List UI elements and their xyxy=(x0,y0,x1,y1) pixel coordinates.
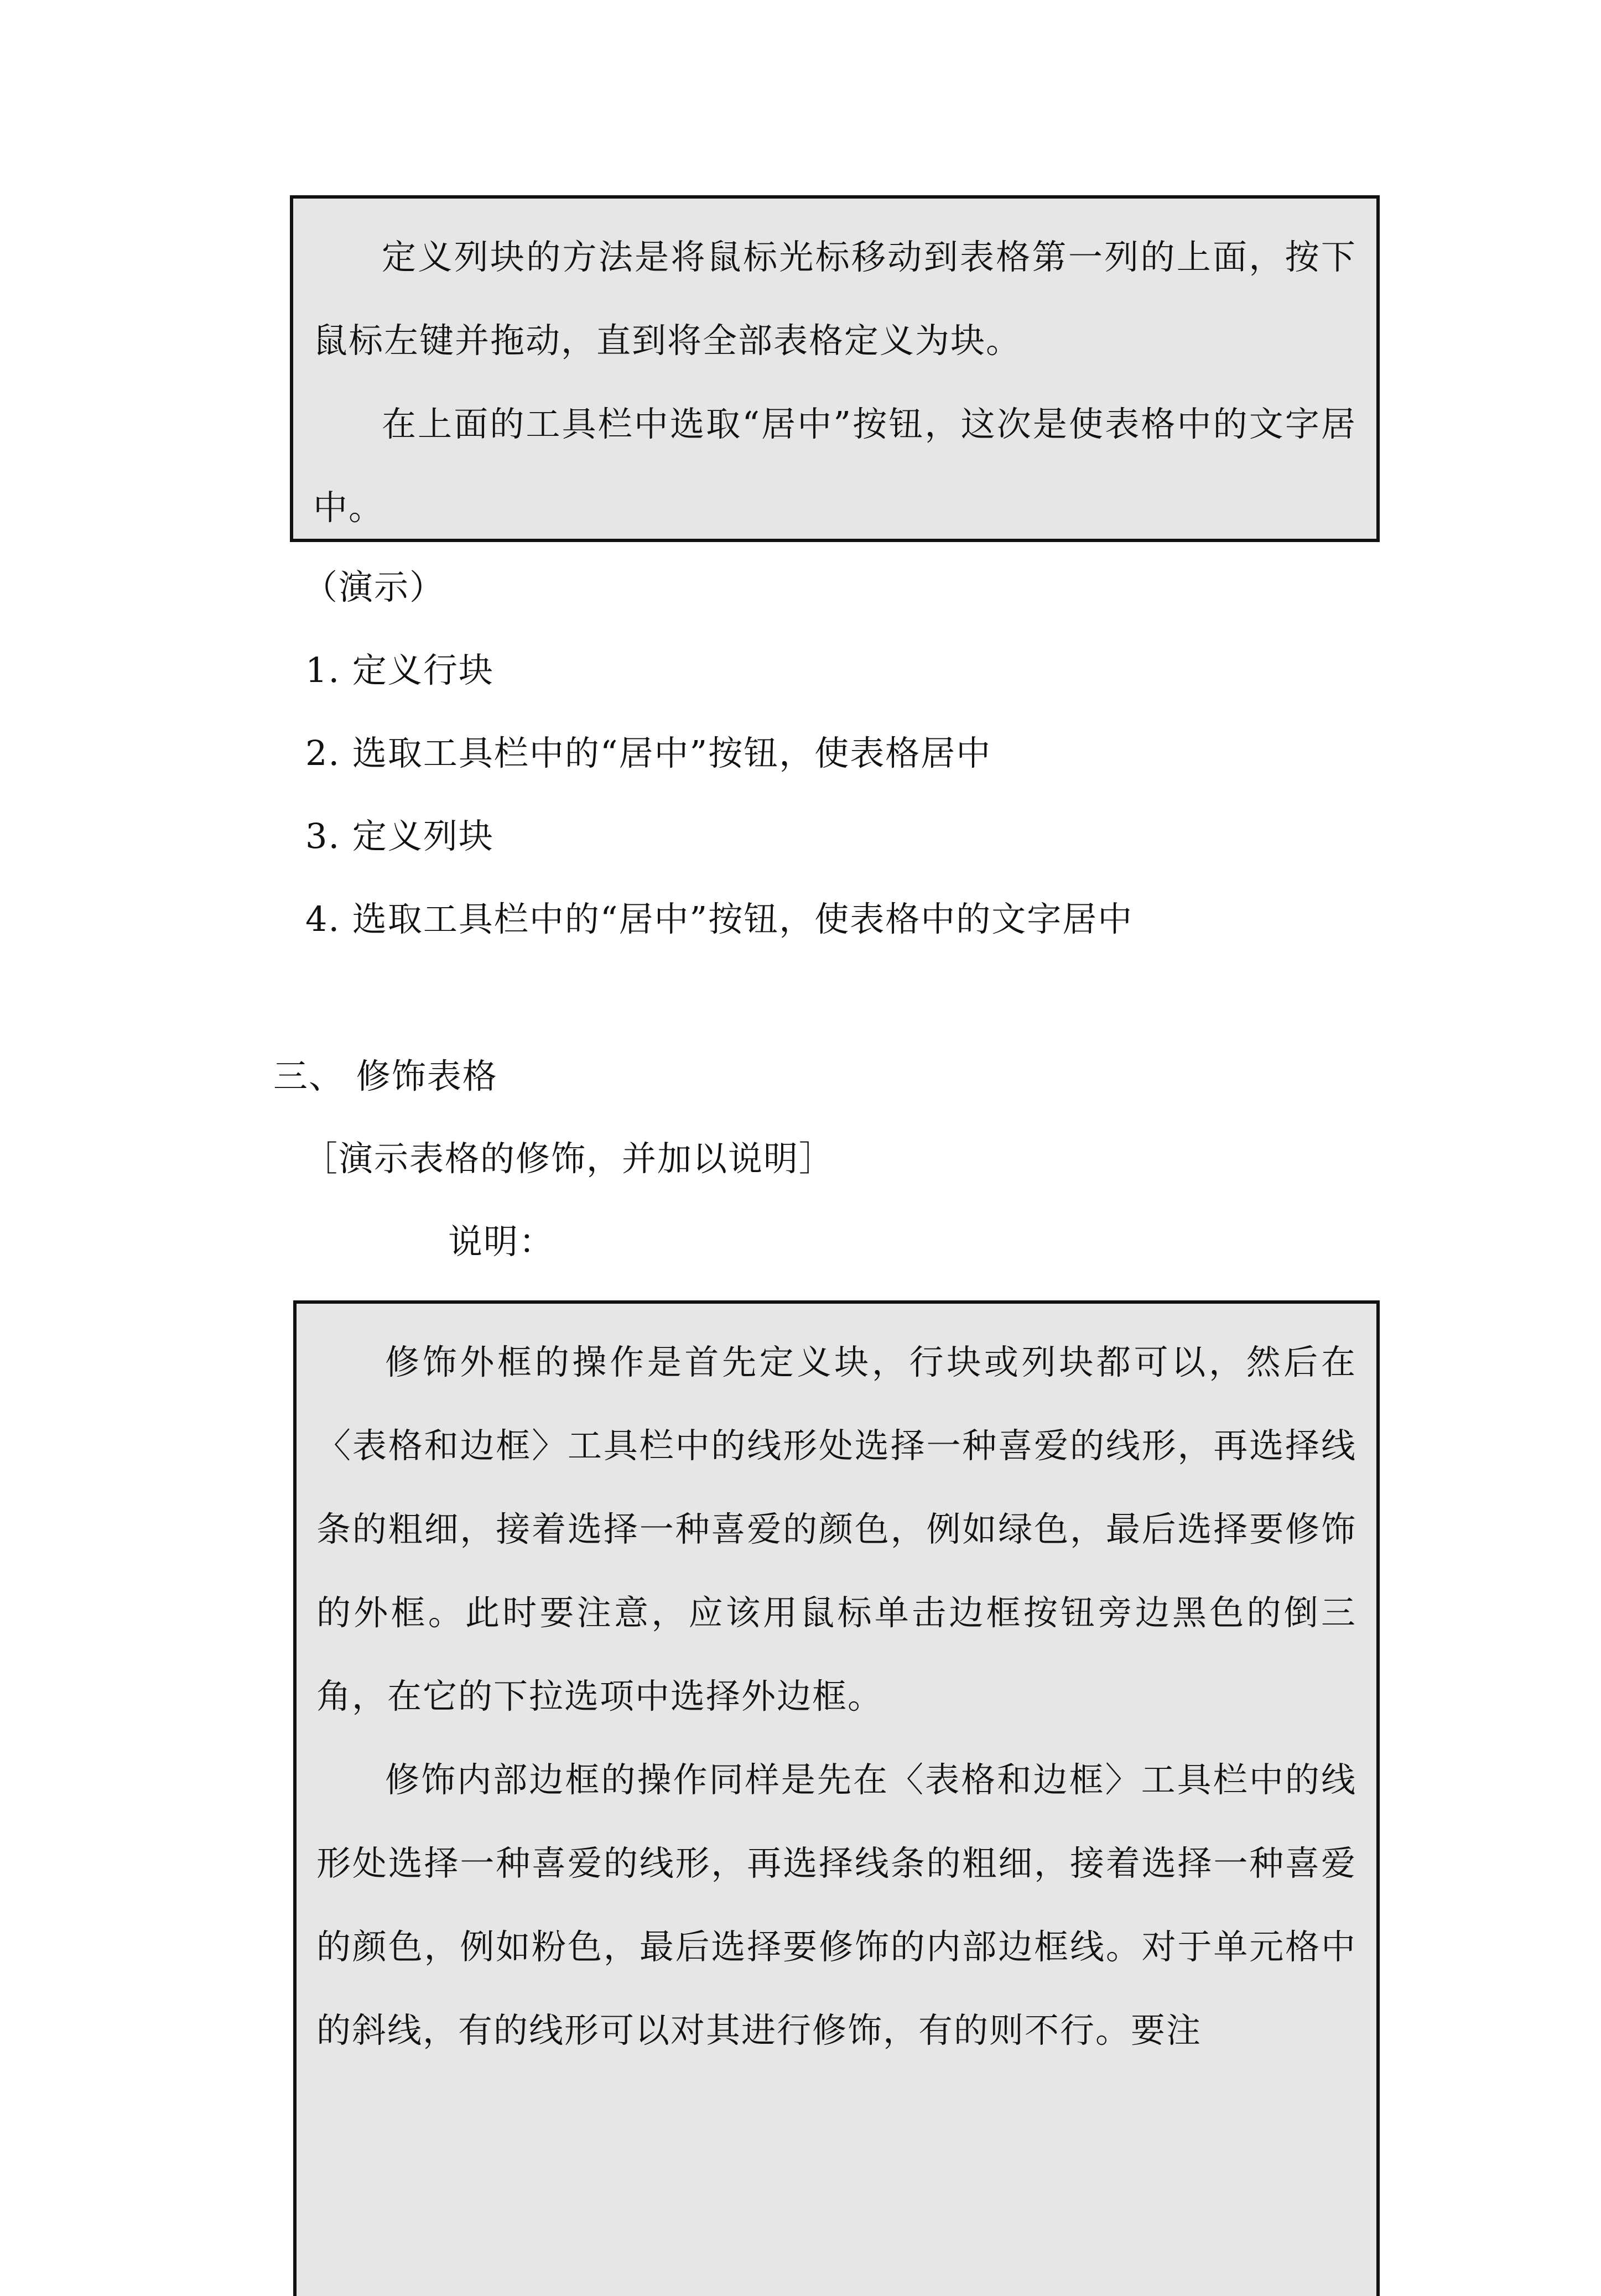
demo-label: （演示） xyxy=(303,567,445,607)
explain-label: 说明： xyxy=(448,1221,555,1262)
box1-paragraph-2: 在上面的工具栏中选取“居中”按钮，这次是使表格中的文字居中。 xyxy=(313,404,1356,528)
step-1: 1. 定义行块 xyxy=(305,650,494,690)
explanation-box-decorate-table xyxy=(293,1300,1380,2296)
step-2: 2. 选取工具栏中的“居中”按钮，使表格居中 xyxy=(305,733,992,773)
box1-paragraph-1: 定义列块的方法是将鼠标光标移动到表格第一列的上面，按下鼠标左键并拖动，直到将全部表格定义为块。 xyxy=(313,237,1356,361)
step-4: 4. 选取工具栏中的“居中”按钮，使表格中的文字居中 xyxy=(305,899,1134,939)
step-3: 3. 定义列块 xyxy=(305,816,494,856)
box2-paragraph-1: 修饰外框的操作是首先定义块，行块或列块都可以，然后在〈表格和边框〉工具栏中的线形处选择一种喜爱的线形，再选择线条的粗细，接着选择一种喜爱的颜色，例如绿色，最后选择要修饰的外框。此时要注意，应该用鼠标单击边框按钮旁边黑色的倒三角，在它的下拉选项中选择外边框。 xyxy=(316,1342,1356,1716)
section-note: ［演示表格的修饰，并加以说明］ xyxy=(303,1138,835,1179)
section-heading: 三、 修饰表格 xyxy=(273,1056,498,1096)
explanation-box-column-block xyxy=(290,195,1380,542)
box2-paragraph-2: 修饰内部边框的操作同样是先在〈表格和边框〉工具栏中的线形处选择一种喜爱的线形，再选择线条的粗细，接着选择一种喜爱的颜色，例如粉色，最后选择要修饰的内部边框线。对于单元格中的斜线，有的线形可以对其进行修饰，有的则不行。要注 xyxy=(316,1759,1356,2050)
